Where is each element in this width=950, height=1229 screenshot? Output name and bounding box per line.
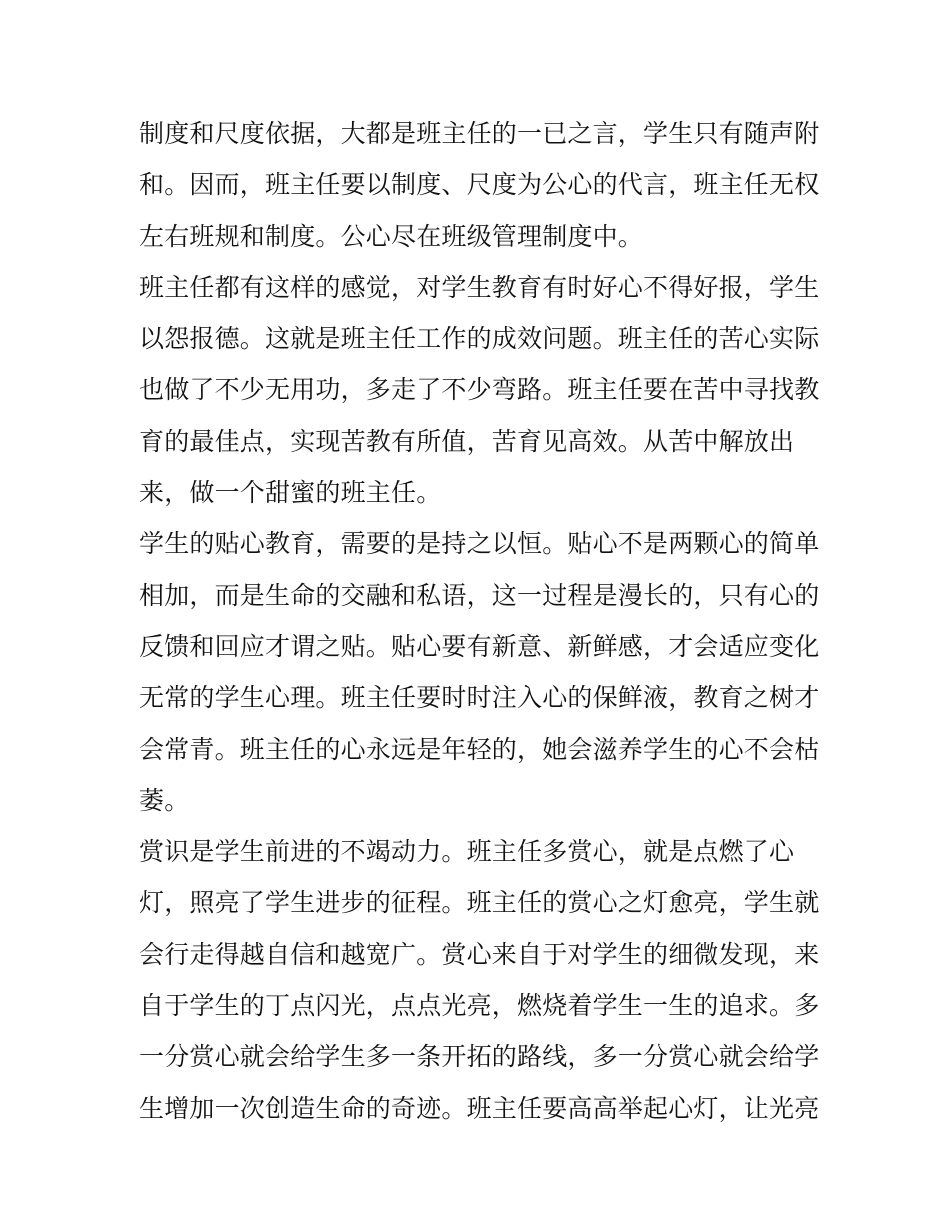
text-line: 和。因而，班主任要以制度、尺度为公心的代言，班主任无权 bbox=[139, 170, 820, 200]
text-line: 来，做一个甜蜜的班主任。 bbox=[139, 478, 442, 508]
text-line: 班主任都有这样的感觉，对学生教育有时好心不得好报，学生 bbox=[139, 272, 820, 302]
document-body bbox=[139, 108, 819, 1134]
text-line: 反馈和回应才谓之贴。贴心要有新意、新鲜感，才会适应变化 bbox=[139, 631, 820, 661]
text-line: 制度和尺度依据，大都是班主任的一已之言，学生只有随声附 bbox=[139, 119, 820, 148]
text-line: 自于学生的丁点闪光，点点光亮，燃烧着学生一生的追求。多 bbox=[139, 991, 820, 1021]
text-line: 萎。 bbox=[139, 785, 190, 815]
text-line: 也做了不少无用功，多走了不少弯路。班主任要在苦中寻找教 bbox=[139, 375, 820, 405]
text-line: 赏识是学生前进的不竭动力。班主任多赏心，就是点燃了心 bbox=[139, 837, 795, 867]
text-line: 会常青。班主任的心永远是年轻的，她会滋养学生的心不会枯 bbox=[139, 734, 820, 764]
text-line: 左右班规和制度。公心尽在班级管理制度中。 bbox=[139, 221, 644, 251]
text-line: 一分赏心就会给学生多一条开拓的路线，多一分赏心就会给学 bbox=[139, 1042, 820, 1072]
text-line: 生增加一次创造生命的奇迹。班主任要高高举起心灯，让光亮 bbox=[139, 1093, 820, 1123]
paragraph-2 bbox=[139, 262, 819, 518]
paragraph-3 bbox=[139, 518, 819, 826]
text-line: 灯，照亮了学生进步的征程。班主任的赏心之灯愈亮，学生就 bbox=[139, 888, 820, 918]
text-line: 无常的学生心理。班主任要时时注入心的保鲜液，教育之树才 bbox=[139, 683, 820, 713]
text-line: 会行走得越自信和越宽广。赏心来自于对学生的细微发现，来 bbox=[139, 939, 820, 969]
text-line: 相加，而是生命的交融和私语，这一过程是漫长的，只有心的 bbox=[139, 580, 820, 610]
paragraph-1 bbox=[139, 108, 819, 262]
text-line: 学生的贴心教育，需要的是持之以恒。贴心不是两颗心的简单 bbox=[139, 529, 820, 559]
text-line: 育的最佳点，实现苦教有所值，苦育见高效。从苦中解放出 bbox=[139, 426, 795, 456]
text-line: 以怨报德。这就是班主任工作的成效问题。班主任的苦心实际 bbox=[139, 324, 820, 354]
paragraph-4 bbox=[139, 826, 819, 1134]
